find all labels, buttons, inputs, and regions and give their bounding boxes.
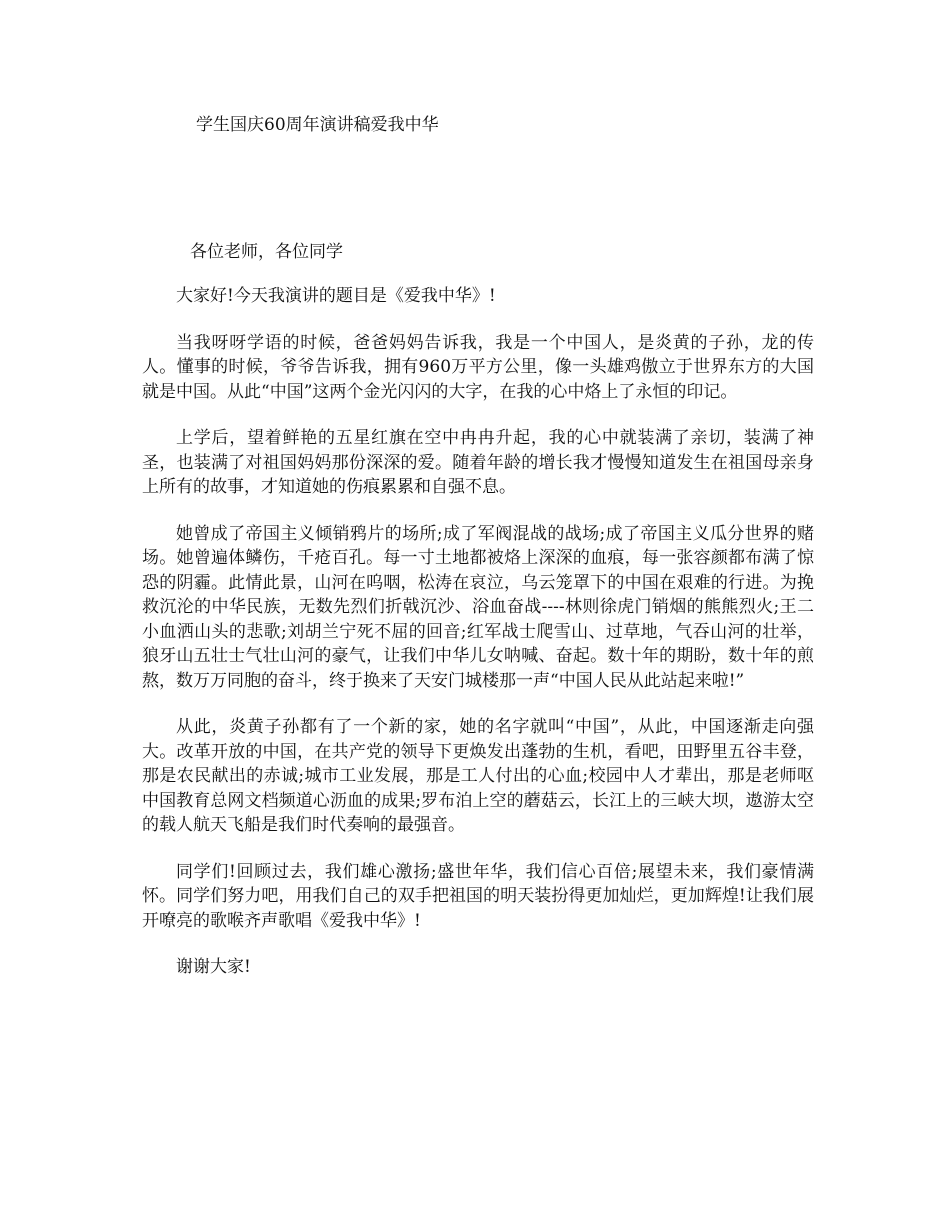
document-title: 学生国庆60周年演讲稿爱我中华 [196,115,439,135]
paragraph-greeting: 大家好!今天我演讲的题目是《爱我中华》! [176,286,496,306]
paragraph-school: 上学后，望着鲜艳的五星红旗在空中冉冉升起，我的心中就装满了亲切，装满了神圣，也装满了对祖国妈妈那份深深的爱。随着年龄的增长我才慢慢知道发生在祖国母亲身上所有的故事，才知道她的伤痕累累和自强不息。 [142,428,814,497]
paragraph-call-to-action: 同学们!回顾过去，我们雄心激扬;盛世年华，我们信心百倍;展望未来，我们豪情满怀。同学们努力吧，用我们自己的双手把祖国的明天装扮得更加灿烂，更加辉煌!让我们展开嘹亮的歌喉齐声歌唱《爱我中华》! [142,861,814,931]
salutation: 各位老师，各位同学 [190,242,343,262]
paragraph-new-china: 从此，炎黄子孙都有了一个新的家，她的名字就叫“中国”，从此，中国逐渐走向强大。改革开放的中国，在共产党的领导下更焕发出蓬勃的生机，看吧，田野里五谷丰登，那是农民献出的赤诚;城市工业发展，那是工人付出的心血;校园中人才辈出，那是老师呕中国教育总网文档频道心沥血的成果;罗布泊上空的蘑菇云，长江上的三峡大坝，遨游太空的载人航天飞船是我们时代奏响的最强音。 [142,717,814,835]
paragraph-thanks: 谢谢大家! [176,957,251,977]
paragraph-childhood: 当我呀呀学语的时候，爸爸妈妈告诉我，我是一个中国人，是炎黄的子孙，龙的传人。懂事的时候，爷爷告诉我，拥有960万平方公里，像一头雄鸡傲立于世界东方的大国就是中国。从此“中国”这两个金光闪闪的大字，在我的心中烙上了永恒的印记。 [142,332,814,402]
paragraph-history: 她曾成了帝国主义倾销鸦片的场所;成了军阀混战的战场;成了帝国主义瓜分世界的赌场。她曾遍体鳞伤，千疮百孔。每一寸土地都被烙上深深的血痕，每一张容颜都布满了惊恐的阴霾。此情此景，山河在呜咽，松涛在哀泣，乌云笼罩下的中国在艰难的行进。为挽救沉沦的中华民族，无数先烈们折戟沉沙、浴血奋战----林则徐虎门销烟的熊熊烈火;王二小血洒山头的悲歌;刘胡兰宁死不屈的回音;红军战士爬雪山、过草地，气吞山河的壮举，狼牙山五壮士气壮山河的豪气，让我们中华儿女呐喊、奋起。数十年的期盼，数十年的煎熬，数万万同胞的奋斗，终于换来了天安门城楼那一声“中国人民从此站起来啦!” [142,523,814,691]
speech-body [142,284,814,1002]
